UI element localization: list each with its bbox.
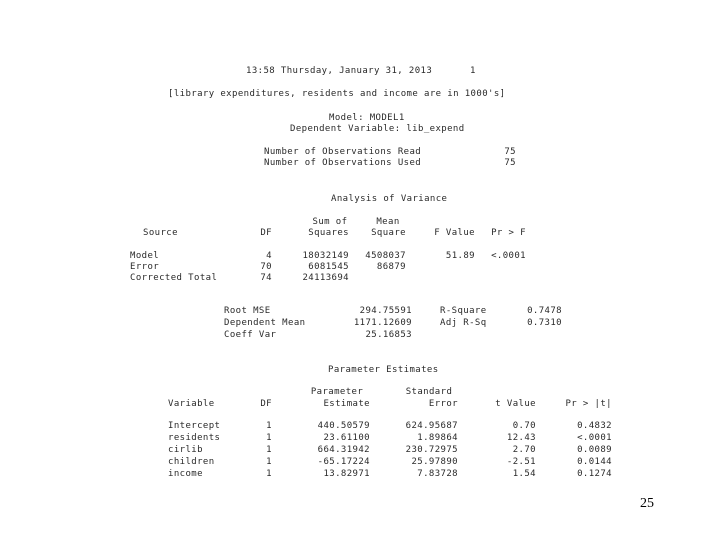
anova-header-df: DF xyxy=(260,228,272,238)
dependent-mean-value: 1171.12609 xyxy=(353,318,412,328)
anova-df: 70 xyxy=(260,262,272,272)
param-estimate: 664.31942 xyxy=(317,445,370,455)
param-header-df: DF xyxy=(260,399,272,409)
anova-header-f: F Value xyxy=(434,228,475,238)
param-df: 1 xyxy=(266,457,272,467)
param-header-se-top: Standard xyxy=(405,387,453,397)
param-header-t: t Value xyxy=(495,399,536,409)
param-p: <.0001 xyxy=(577,433,612,443)
anova-heading: Analysis of Variance xyxy=(331,194,448,204)
report-title: [library expenditures, residents and income are in 1000's] xyxy=(168,89,506,99)
coeff-var-label: Coeff Var xyxy=(224,330,277,340)
param-variable: cirlib xyxy=(168,445,203,455)
param-df: 1 xyxy=(266,469,272,479)
param-variable: children xyxy=(168,457,215,467)
param-p: 0.0089 xyxy=(577,445,612,455)
param-p: 0.0144 xyxy=(577,457,612,467)
anova-ss: 24113694 xyxy=(302,273,349,283)
param-variable: income xyxy=(168,469,203,479)
anova-source: Error xyxy=(130,262,160,272)
anova-df: 4 xyxy=(266,251,272,261)
adj-r-square-value: 0.7310 xyxy=(527,318,562,328)
param-t: 0.70 xyxy=(512,421,536,431)
root-mse-value: 294.75591 xyxy=(359,306,412,316)
obs-used-value: 75 xyxy=(504,158,516,168)
anova-source: Model xyxy=(130,251,160,261)
anova-header-ms-top: Mean xyxy=(376,217,400,227)
param-header-estimate: Estimate xyxy=(323,399,370,409)
anova-source: Corrected Total xyxy=(130,273,218,283)
param-estimate: 13.82971 xyxy=(323,469,370,479)
coeff-var-value: 25.16853 xyxy=(365,330,412,340)
obs-read-label: Number of Observations Read xyxy=(264,147,422,157)
param-header-est-top: Parameter xyxy=(310,387,364,397)
param-se: 7.83728 xyxy=(417,469,458,479)
param-p: 0.4832 xyxy=(577,421,612,431)
anova-header-ss-top: Sum of xyxy=(312,217,348,227)
anova-p: <.0001 xyxy=(491,251,526,261)
anova-ms: 86879 xyxy=(376,262,406,272)
param-variable: residents xyxy=(168,433,221,443)
anova-ss: 18032149 xyxy=(302,251,349,261)
param-estimate: 440.50579 xyxy=(317,421,370,431)
param-p: 0.1274 xyxy=(577,469,612,479)
slide-page-number: 25 xyxy=(640,496,654,511)
anova-header-source: Source xyxy=(143,228,178,238)
anova-f: 51.89 xyxy=(445,251,475,261)
param-df: 1 xyxy=(266,421,272,431)
anova-header-ms: Square xyxy=(371,228,406,238)
dependent-mean-label: Dependent Mean xyxy=(224,318,306,328)
output-page-number: 1 xyxy=(470,66,476,76)
param-se: 624.95687 xyxy=(405,421,458,431)
param-se: 25.97890 xyxy=(411,457,458,467)
anova-header-p: Pr > F xyxy=(491,228,526,238)
dependent-variable: Dependent Variable: lib_expend xyxy=(290,124,465,134)
obs-used-label: Number of Observations Used xyxy=(264,158,422,168)
param-variable: Intercept xyxy=(168,421,221,431)
root-mse-label: Root MSE xyxy=(224,306,271,316)
param-t: 12.43 xyxy=(506,433,536,443)
param-se: 1.89864 xyxy=(417,433,458,443)
model-name: Model: MODEL1 xyxy=(329,113,405,123)
param-header-se: Error xyxy=(428,399,458,409)
param-df: 1 xyxy=(266,445,272,455)
param-estimate: 23.61100 xyxy=(323,433,370,443)
param-estimate: -65.17224 xyxy=(317,457,370,467)
anova-df: 74 xyxy=(260,273,272,283)
anova-header-ss: Squares xyxy=(308,228,349,238)
anova-ss: 6081545 xyxy=(308,262,349,272)
obs-read-value: 75 xyxy=(504,147,516,157)
param-header-variable: Variable xyxy=(168,399,215,409)
param-se: 230.72975 xyxy=(405,445,458,455)
r-square-value: 0.7478 xyxy=(527,306,562,316)
adj-r-square-label: Adj R-Sq xyxy=(440,318,487,328)
param-t: 1.54 xyxy=(512,469,536,479)
param-t: 2.70 xyxy=(512,445,536,455)
param-header-p: Pr > |t| xyxy=(565,399,612,409)
param-df: 1 xyxy=(266,433,272,443)
r-square-label: R-Square xyxy=(440,306,487,316)
run-timestamp: 13:58 Thursday, January 31, 2013 xyxy=(246,66,433,76)
param-t: -2.51 xyxy=(506,457,536,467)
anova-ms: 4508037 xyxy=(365,251,406,261)
parameter-estimates-heading: Parameter Estimates xyxy=(328,365,439,375)
